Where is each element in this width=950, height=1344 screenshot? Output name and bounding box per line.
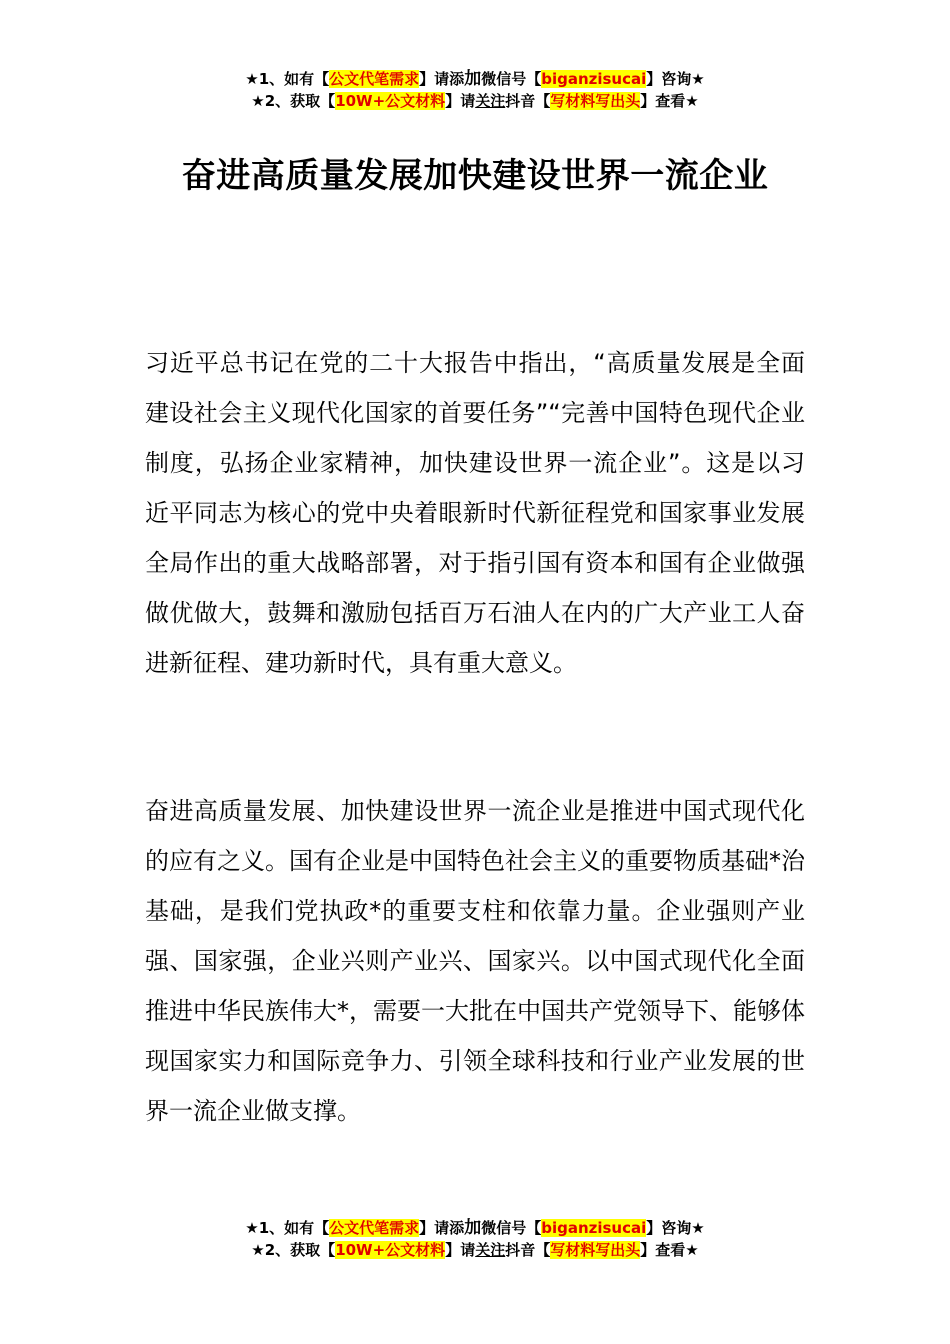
banner-text: 】查看★ xyxy=(640,92,699,110)
banner-line-2 xyxy=(0,1239,950,1261)
banner-emphasis: 关注 xyxy=(475,1241,506,1259)
banner-highlight-materials: 10W+公文材料 xyxy=(335,92,446,110)
document-title: 奋进高质量发展加快建设世界一流企业 xyxy=(181,156,769,196)
banner-text: 微信号【 xyxy=(481,1219,542,1237)
body-paragraph-1: 习近平总书记在党的二十大报告中指出，“高质量发展是全面建设社会主义现代化国家的首要任务”“完善中国特色现代企业制度，弘扬企业家精神，加快建设世界一流企业”。这是以习近平同志为核心的党中央着眼新时代新征程党和国家事业发展全局作出的重大战略部署，对于指引国有资本和国有企业做强做优做大，鼓舞和激励包括百万石油人在内的广大产业工人奋进新征程、建功新时代，具有重大意义。 xyxy=(145,349,805,677)
banner-text: ★2、获取【 xyxy=(251,1241,336,1259)
banner-text: 】请添 xyxy=(419,1219,465,1237)
banner-highlight-wechat-id: biganzisucai xyxy=(541,70,647,88)
banner-text: 】查看★ xyxy=(640,1241,699,1259)
footer-banner xyxy=(0,1217,950,1261)
banner-text: 】咨询★ xyxy=(646,1219,705,1237)
banner-text: 】请添 xyxy=(419,70,465,88)
banner-line-2 xyxy=(0,90,950,112)
banner-emphasis: 加 xyxy=(464,69,482,89)
banner-text: 微信号【 xyxy=(481,70,542,88)
banner-text: 抖音【 xyxy=(505,1241,551,1259)
banner-text: ★1、如有【 xyxy=(245,1219,330,1237)
banner-highlight-account: 写材料写出头 xyxy=(550,1241,641,1259)
body-paragraph-2: 奋进高质量发展、加快建设世界一流企业是推进中国式现代化的应有之义。国有企业是中国特色社会主义的重要物质基础*治基础，是我们党执政*的重要支柱和依靠力量。企业强则产业强、国家强，企业兴则产业兴、国家兴。以中国式现代化全面推进中华民族伟大*，需要一大批在中国共产党领导下、能够体现国家实力和国际竞争力、引领全球科技和行业产业发展的世界一流企业做支撑。 xyxy=(145,797,805,1125)
banner-text: ★1、如有【 xyxy=(245,70,330,88)
banner-line-1 xyxy=(0,1217,950,1239)
banner-text: ★2、获取【 xyxy=(251,92,336,110)
banner-emphasis: 关注 xyxy=(475,92,506,110)
banner-text: 抖音【 xyxy=(505,92,551,110)
banner-highlight-service: 公文代笔需求 xyxy=(329,70,420,88)
banner-text: 】请 xyxy=(445,92,476,110)
banner-text: 】咨询★ xyxy=(646,70,705,88)
banner-text: 】请 xyxy=(445,1241,476,1259)
banner-line-1 xyxy=(0,68,950,90)
banner-highlight-account: 写材料写出头 xyxy=(550,92,641,110)
banner-emphasis: 加 xyxy=(464,1218,482,1238)
header-banner xyxy=(0,68,950,112)
banner-highlight-materials: 10W+公文材料 xyxy=(335,1241,446,1259)
banner-highlight-wechat-id: biganzisucai xyxy=(541,1219,647,1237)
banner-highlight-service: 公文代笔需求 xyxy=(329,1219,420,1237)
